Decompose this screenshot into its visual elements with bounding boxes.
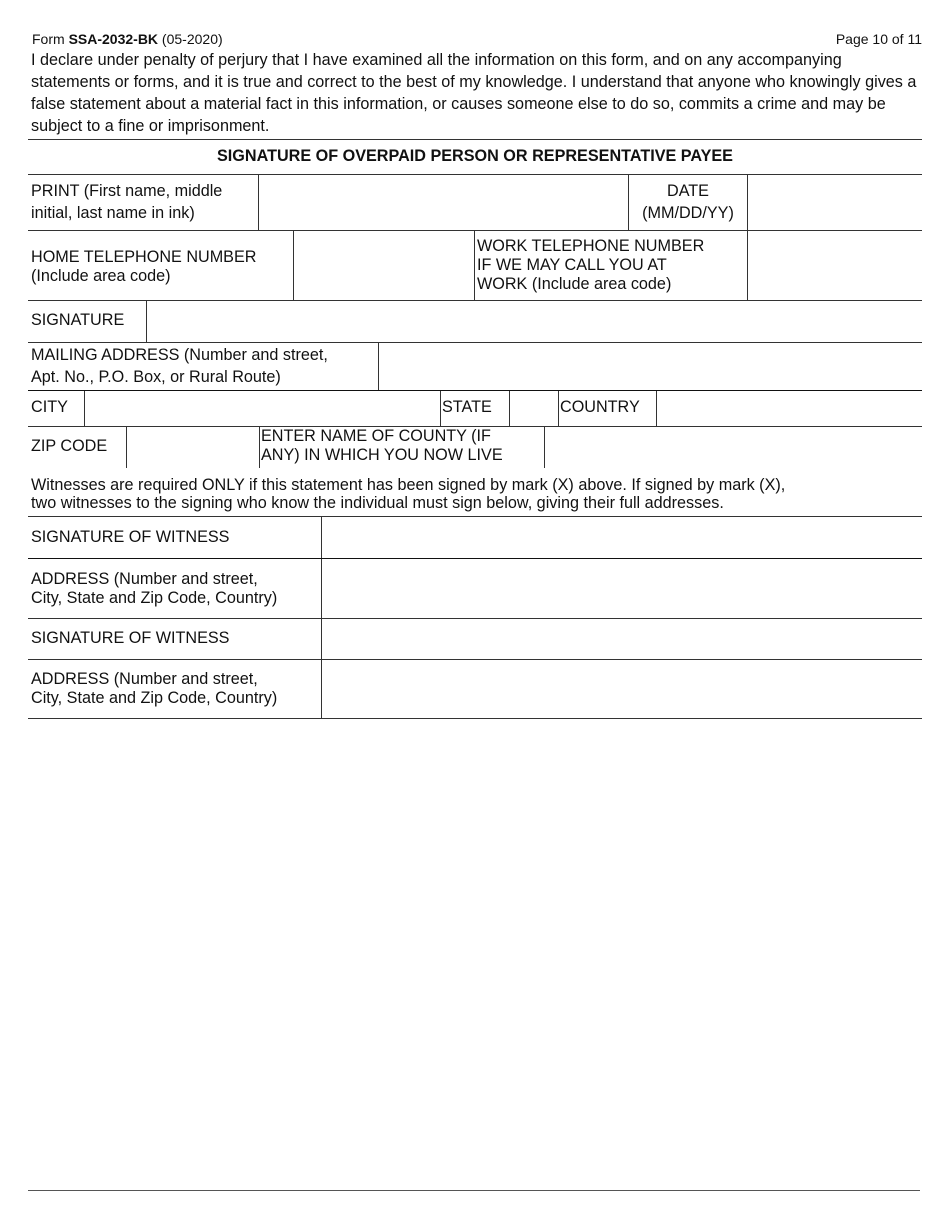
form-prefix: Form	[32, 31, 69, 47]
county-label-line1: ENTER NAME OF COUNTY (IF	[261, 427, 491, 445]
form-page	[28, 0, 922, 1230]
signature-label: SIGNATURE	[31, 311, 125, 329]
witness2-address-input[interactable]	[322, 660, 922, 718]
mailing-address-label-line2: Apt. No., P.O. Box, or Rural Route)	[31, 368, 281, 386]
witness1-address-label-line1: ADDRESS (Number and street,	[31, 570, 258, 588]
print-name-input[interactable]	[259, 175, 628, 230]
cell-border	[474, 231, 475, 300]
form-date: (05-2020)	[158, 31, 223, 47]
witness2-address-label-line2: City, State and Zip Code, Country)	[31, 689, 278, 707]
date-label-line2: (MM/DD/YY)	[642, 204, 734, 222]
county-input[interactable]	[545, 427, 922, 468]
section-title: SIGNATURE OF OVERPAID PERSON OR REPRESENTATIVE PAYEE	[217, 147, 733, 165]
witness2-address-label-line1: ADDRESS (Number and street,	[31, 670, 258, 688]
county-label-line2: ANY) IN WHICH YOU NOW LIVE	[261, 446, 503, 464]
zip-code-input[interactable]	[127, 427, 259, 468]
cell-border	[558, 391, 559, 426]
witness2-signature-input[interactable]	[322, 619, 922, 659]
print-name-label-line1: PRINT (First name, middle	[31, 182, 223, 200]
page-header	[32, 31, 922, 47]
witness-note-line1: Witnesses are required ONLY if this statement has been signed by mark (X) above. If signed by mark (X),	[31, 476, 786, 494]
home-phone-label-line1: HOME TELEPHONE NUMBER	[31, 248, 257, 266]
state-input[interactable]	[510, 391, 558, 426]
date-label-line1: DATE	[667, 182, 709, 200]
form-id	[32, 31, 223, 47]
page-number: Page 10 of 11	[835, 31, 922, 47]
cell-border	[259, 427, 260, 468]
divider	[28, 718, 922, 719]
witness1-signature-label: SIGNATURE OF WITNESS	[31, 528, 230, 546]
print-name-label-line2: initial, last name in ink)	[31, 204, 195, 222]
date-input[interactable]	[748, 175, 922, 230]
divider	[28, 139, 922, 140]
witness2-signature-label: SIGNATURE OF WITNESS	[31, 629, 230, 647]
witness1-signature-input[interactable]	[322, 517, 922, 558]
work-phone-label-line1: WORK TELEPHONE NUMBER	[477, 237, 705, 255]
home-phone-label-line2: (Include area code)	[31, 267, 171, 285]
home-phone-input[interactable]	[294, 231, 474, 300]
country-input[interactable]	[657, 391, 922, 426]
witness1-address-input[interactable]	[322, 559, 922, 618]
city-label: CITY	[31, 398, 68, 416]
footer-rule	[28, 1190, 920, 1191]
mailing-address-input[interactable]	[379, 343, 922, 390]
signature-input[interactable]	[147, 301, 922, 342]
cell-border	[440, 391, 441, 426]
declaration-text: I declare under penalty of perjury that I have examined all the information on this form, and on any accompanying statements or forms, and it is true and correct to the best of my knowledge. I understand that anyone who knowingly gives a false statement about a material fact in this information, or causes someone else to do so, commits a crime and may be subject to a fine or imprisonment.	[31, 51, 917, 135]
witness-note-line2: two witnesses to the signing who know the individual must sign below, giving their full addresses.	[31, 494, 724, 512]
city-input[interactable]	[85, 391, 440, 426]
state-label: STATE	[442, 398, 492, 416]
work-phone-label-line2: IF WE MAY CALL YOU AT	[477, 256, 667, 274]
witness1-address-label-line2: City, State and Zip Code, Country)	[31, 589, 278, 607]
work-phone-label-line3: WORK (Include area code)	[477, 275, 672, 293]
country-label: COUNTRY	[560, 398, 640, 416]
mailing-address-label-line1: MAILING ADDRESS (Number and street,	[31, 346, 328, 364]
form-number: SSA-2032-BK	[68, 31, 159, 47]
work-phone-input[interactable]	[748, 231, 922, 300]
zip-code-label: ZIP CODE	[31, 437, 108, 455]
